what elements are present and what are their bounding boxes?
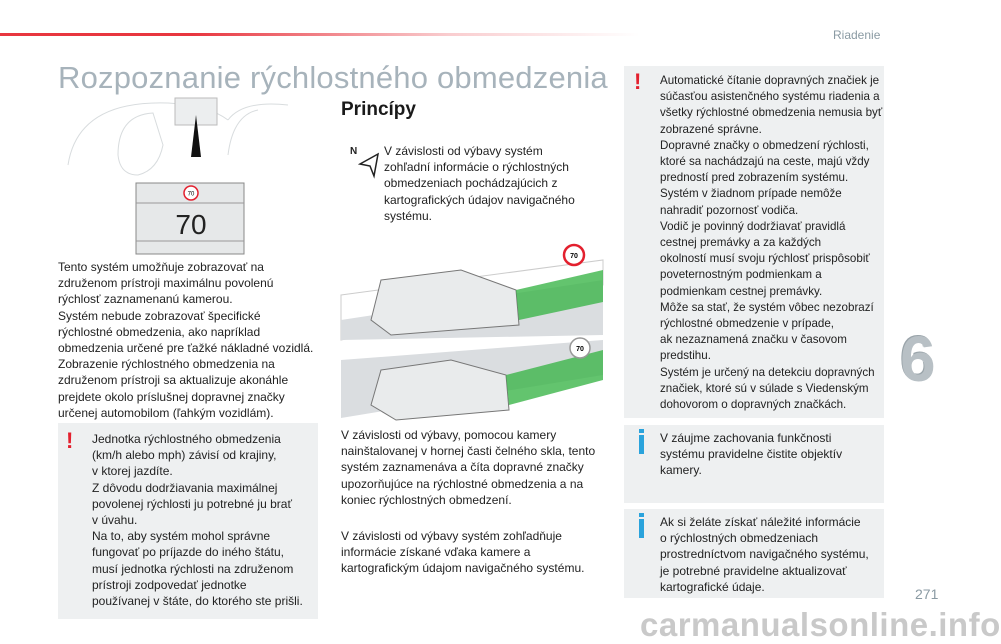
road-sign-2: 70 [576, 346, 584, 353]
section-label: Riadenie [833, 28, 881, 42]
instrument-cluster-illustration [58, 95, 330, 258]
watermark: carmanualsonline.info [640, 606, 1001, 643]
left-warning-box [58, 423, 318, 619]
warning-icon: ! [66, 428, 74, 453]
right-warning-text: Automatické čítanie dopravných značiek je súčasťou asistenčného systému riadenia a všetky rýchlostné obmedzenia nemusia byť zobrazené správne. Dopravné značky o obmedzení rýchlosti, ktoré sa nachádzajú na ceste, majú vždy predností pred zobrazením systému. Systém v žiadnom prípade nemôže nahradiť pozornosť vodiča. Vodič je povinný dodržiavať pravidlá cestnej premávky a za každých okolností musí svoju rýchlosť prispôsobiť poveternostným podmienkam a podmienkam cestnej premávky. Môže sa stať, že systém vôbec nezobrazí rýchlostné obmedzenie v prípade, ak nezaznamená značku v časovom predstihu. Systém je určený na detekciu dopravných značiek, ktoré sú v súlade s Viedenským dohovorom o dopravných značkách. [660, 74, 883, 412]
info-text-camera: V záujme zachovania funkčnosti systému pravidelne čistite objektív kamery. [660, 431, 843, 478]
info-icon [639, 519, 644, 538]
page-number: 271 [915, 586, 939, 602]
chapter-number: 6 [900, 323, 936, 395]
info-box-camera [624, 425, 884, 503]
display-speed: 70 [175, 209, 207, 240]
navigation-text: V závislosti od výbavy systém zohľadní informácie o rýchlostných obmedzeniach pochádzajúcich z kartografických údajov navigačného systému. [384, 144, 575, 223]
left-body-text: Tento systém umožňuje zobrazovať na združenom prístroji maximálnu povolenú rýchlosť zaznamenanú kamerou. Systém nebude zobrazovať špecifické rýchlostné obmedzenia, ako napríklad obmedzenia určené pre ťažké nákladné vozidlá. Zobrazenie rýchlostného obmedzenia na združenom prístroji sa aktualizuje akonáhle prejdete okolo príslušnej dopravnej značky určenej automobilom (ľahkým vozidlám). [58, 260, 314, 420]
display-sign: 70 [187, 191, 195, 198]
camera-paragraph: V závislosti od výbavy, pomocou kamery nainštalovanej v hornej časti čelného skla, tento systém zaznamenáva a číta dopravné značky upozorňujúce na rýchlostné obmedzenia a na koniec rýchlostných obmedzení. [341, 428, 596, 507]
nav-icon-letter: N [350, 146, 358, 157]
left-warning-text: Jednotka rýchlostného obmedzenia (km/h alebo mph) závisí od krajiny, v ktorej jazdíte. Z dôvodu dodržiavania maximálnej povolenej rýchlosti ju potrebné ju brať v úvahu. Na to, aby systém mohol správne fungovať po príjazde do iného štátu, musí jednotka rýchlosti na združenom prístroji zodpovedať jednotke používanej v štáte, do ktorého ste prišli. [92, 432, 303, 609]
info-text-navigation: Ak si želáte získať náležité informácie o rýchlostných obmedzeniach prostredníctvom navigačného systému, je potrebné pravidelne aktualizovať kartografické údaje. [660, 515, 869, 594]
navigation-icon [350, 146, 380, 180]
info-box-navigation [624, 509, 884, 598]
section-heading: Princípy [341, 99, 416, 120]
vehicle-sign-illustrations [341, 240, 603, 422]
info-icon [639, 435, 644, 454]
road-sign-1: 70 [570, 253, 578, 260]
header-accent-line [0, 33, 640, 36]
warning-icon: ! [634, 69, 642, 94]
navigation-paragraph: V závislosti od výbavy systém zohľadňuje informácie získané vďaka kamere a kartografickým údajom navigačného systému. [341, 529, 585, 576]
right-warning-box [624, 66, 884, 418]
page-title: Rozpoznanie rýchlostného obmedzenia [58, 60, 608, 95]
